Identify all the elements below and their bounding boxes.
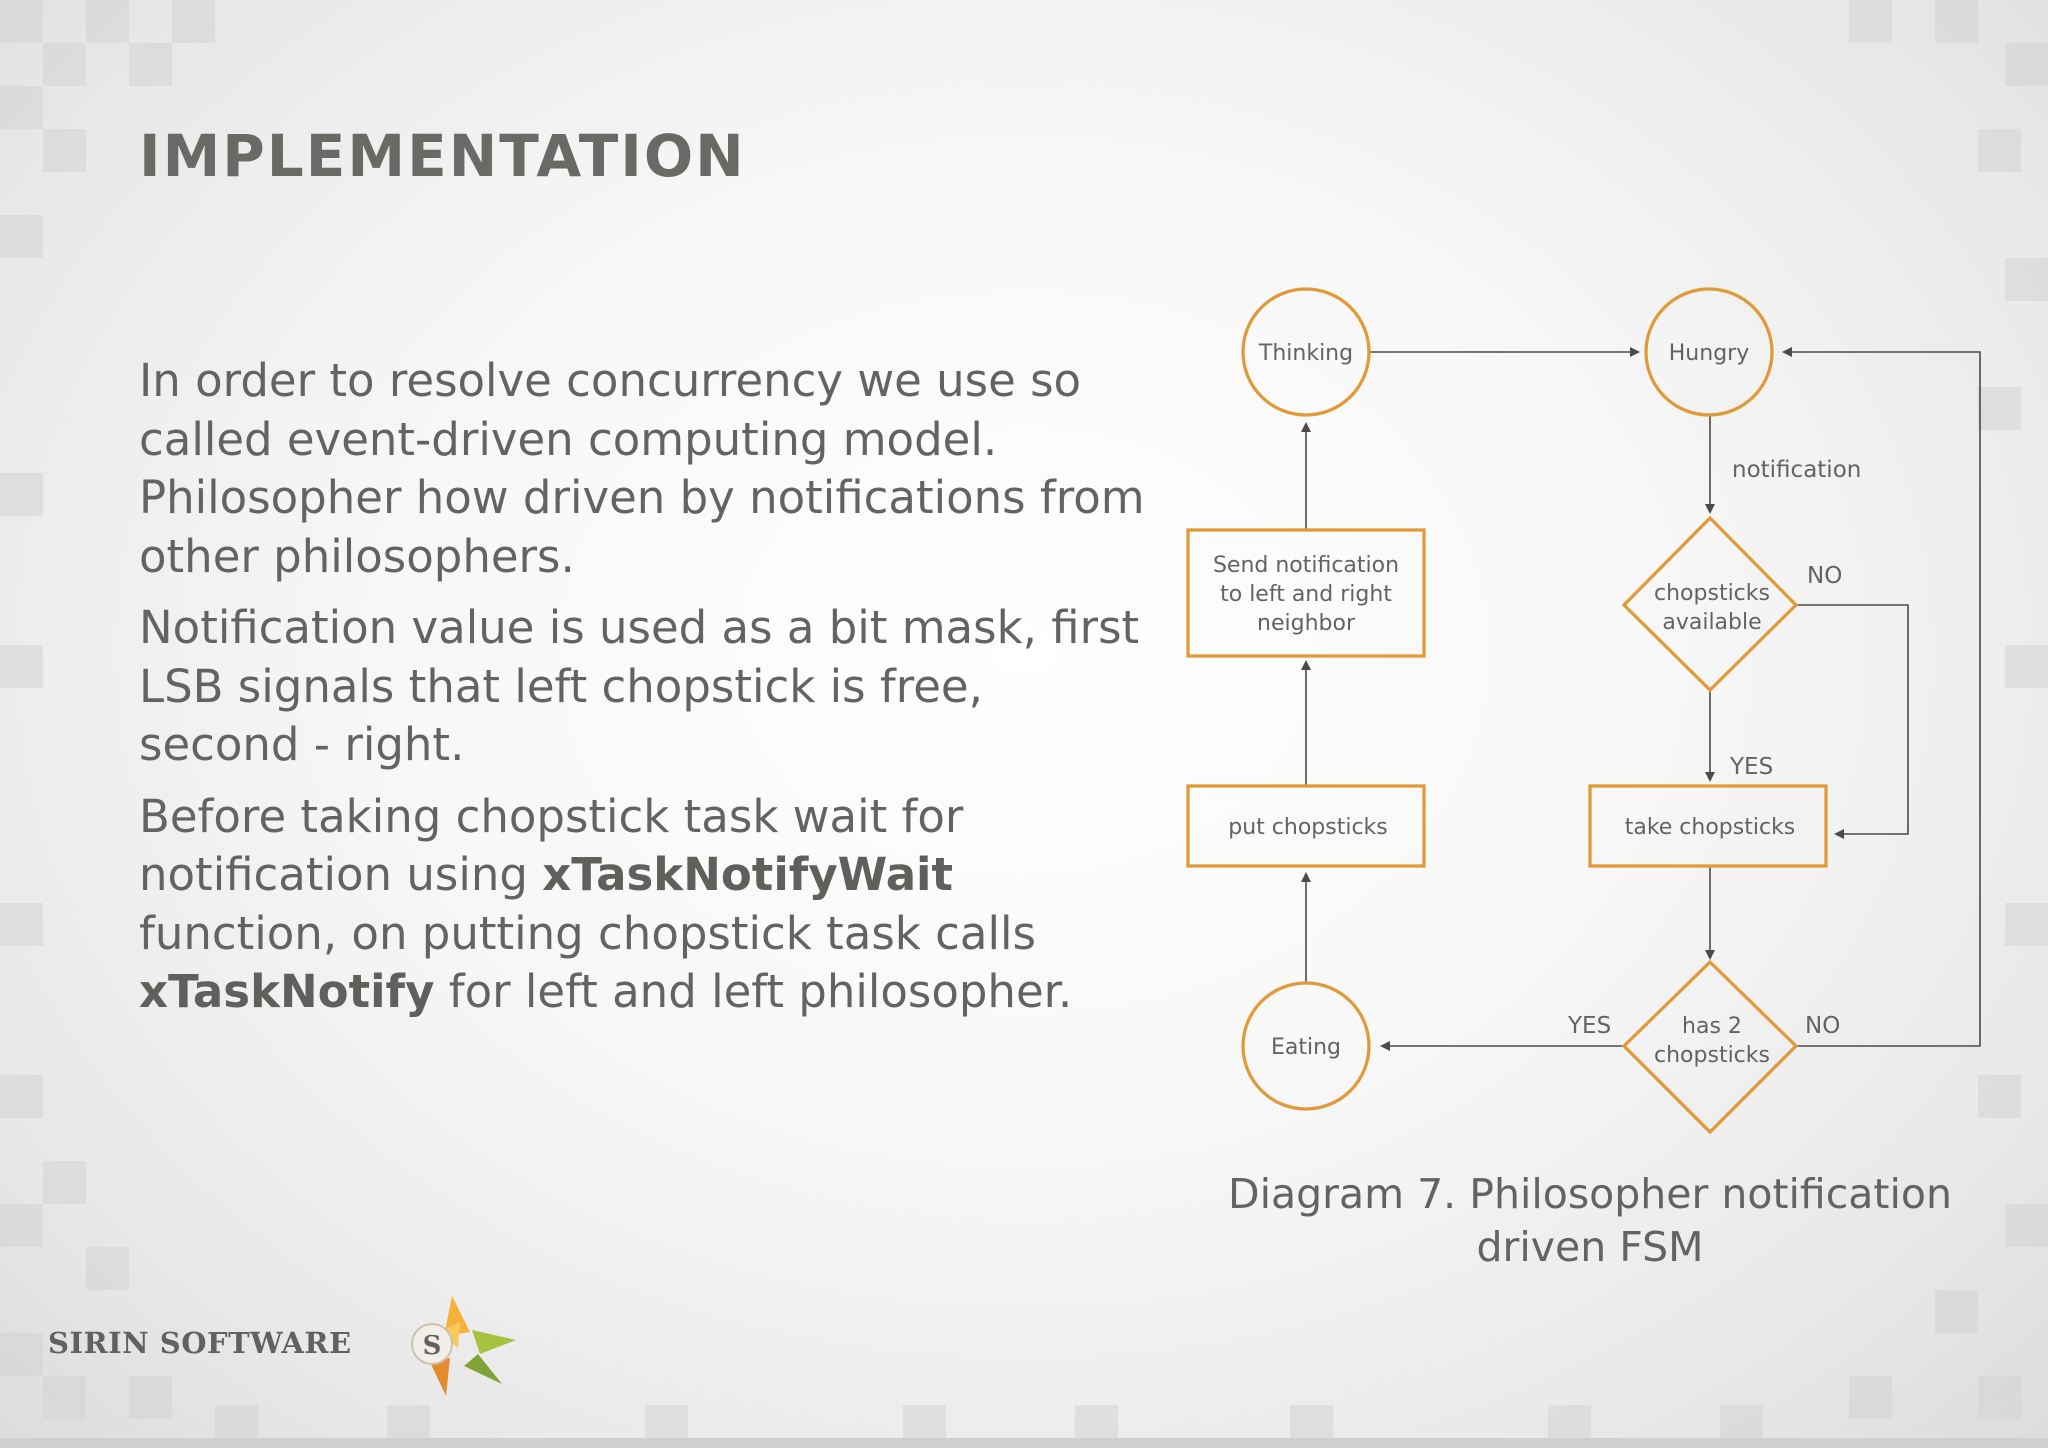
edge-label-has2-no: NO (1805, 1013, 1841, 1039)
node-chopsticks-available (1624, 518, 1796, 690)
slide-title: IMPLEMENTATION (139, 122, 746, 190)
node-label: take chopsticks (1624, 815, 1796, 840)
edge-available-no-take (1796, 605, 1908, 834)
node-put-chopsticks (1188, 786, 1424, 866)
node-label: Send notification (1212, 553, 1400, 578)
node-label: chopsticks (1654, 581, 1770, 606)
arrowhead (1834, 829, 1844, 839)
node-label: put chopsticks (1228, 815, 1388, 840)
arrowhead (1380, 1041, 1390, 1051)
node-eating (1243, 983, 1369, 1109)
node-send-notification (1188, 530, 1424, 656)
node-label: Eating (1270, 1035, 1342, 1060)
node-label: neighbor (1257, 611, 1355, 636)
diagram-caption: Diagram 7. Philosopher notification driven FSM (1228, 1170, 1952, 1271)
arrowhead (1782, 347, 1792, 357)
paragraph-text: function, on putting chopstick task calls (139, 906, 1036, 960)
paragraph-bit-mask: Notification value is used as a bit mask, first LSB signals that left chopstick is free, second - right. (139, 601, 1140, 771)
paragraph-text: Before taking chopstick task wait for notification using (139, 789, 964, 901)
function-name-notify-wait: xTaskNotifyWait (542, 848, 953, 901)
arrowhead (1301, 872, 1311, 882)
node-has-2-chopsticks (1624, 962, 1796, 1132)
node-label: available (1662, 610, 1762, 635)
node-label: has 2 (1682, 1014, 1742, 1039)
logo-text: SIRIN SOFTWARE (48, 1326, 352, 1360)
node-label: chopsticks (1654, 1043, 1770, 1068)
edge-label-notification: notification (1732, 457, 1862, 483)
node-take-chopsticks (1590, 786, 1826, 866)
logo-mark-letter: S (422, 1331, 442, 1361)
arrowhead (1630, 347, 1640, 357)
node-label: to left and right (1220, 582, 1392, 607)
paragraph-event-driven: In order to resolve concurrency we use so called event-driven computing model. Philosopher how driven by notifications from other philosophers. (139, 354, 1145, 583)
arrowhead (1705, 504, 1715, 514)
function-name-notify: xTaskNotify (139, 965, 435, 1018)
paragraph-text: for left and left philosopher. (434, 965, 1073, 1018)
edge-label-available-no: NO (1807, 563, 1843, 589)
node-label: Hungry (1668, 341, 1750, 366)
arrowhead (1301, 660, 1311, 670)
node-label: Thinking (1258, 341, 1354, 366)
edge-label-available-yes: YES (1730, 754, 1774, 780)
arrowhead (1705, 772, 1715, 782)
arrowhead (1301, 422, 1311, 432)
edge-label-has2-yes: YES (1568, 1013, 1612, 1039)
node-hungry (1646, 289, 1772, 415)
logo-mark-icon (400, 1292, 520, 1397)
diagram-edges (1301, 347, 1980, 1051)
node-thinking (1243, 289, 1369, 415)
company-logo (48, 1292, 488, 1397)
arrowhead (1705, 950, 1715, 960)
